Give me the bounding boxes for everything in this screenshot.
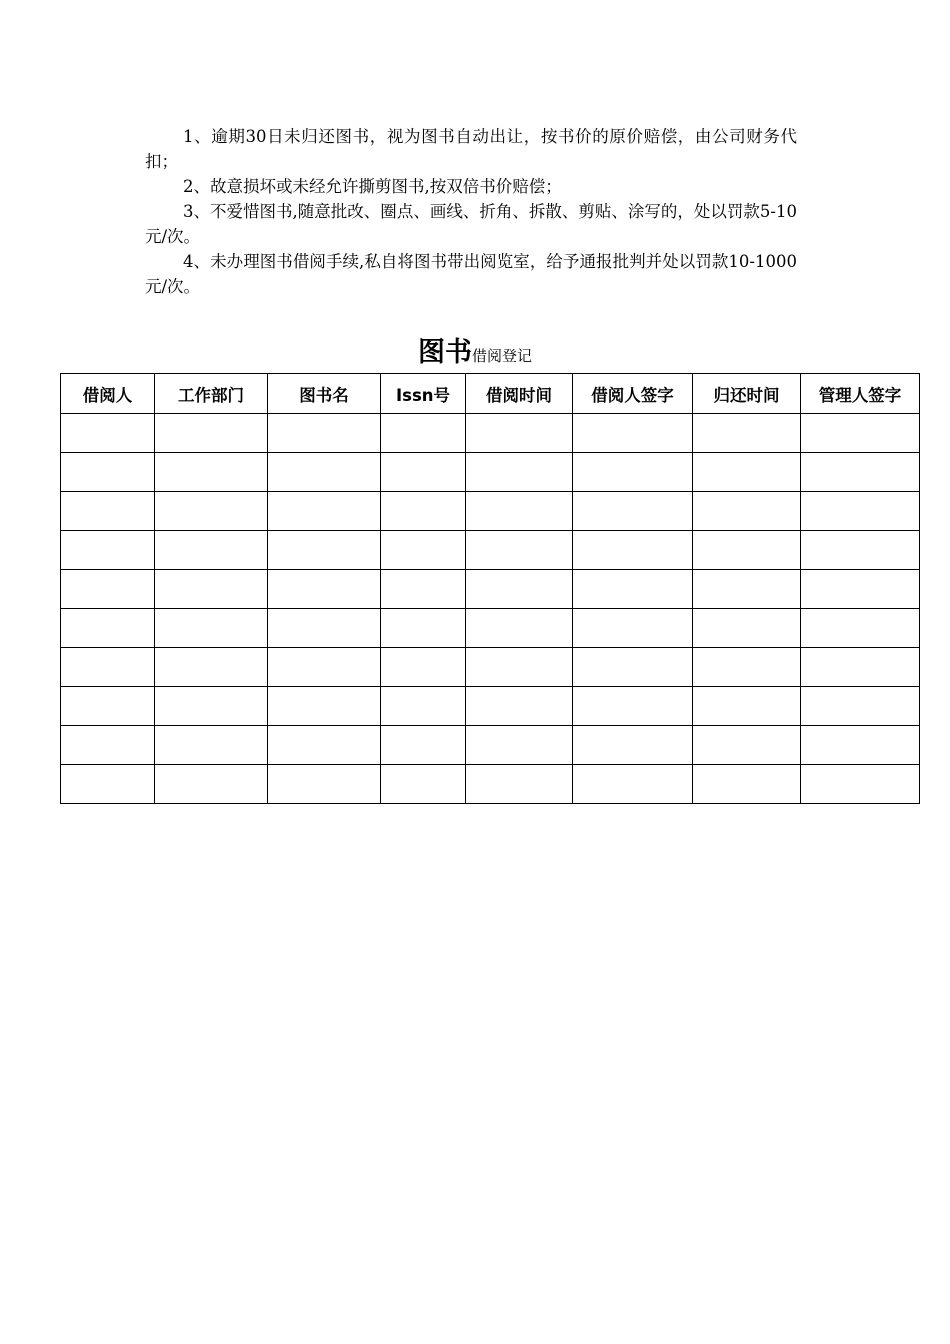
table-cell[interactable]: [155, 726, 268, 765]
table-cell[interactable]: [801, 648, 920, 687]
column-header-book-name: 图书名: [268, 374, 381, 414]
table-cell[interactable]: [381, 726, 466, 765]
table-row: [61, 531, 920, 570]
table-cell[interactable]: [268, 414, 381, 453]
table-cell[interactable]: [573, 414, 693, 453]
table-cell[interactable]: [61, 765, 155, 804]
table-cell[interactable]: [466, 609, 573, 648]
table-row: [61, 453, 920, 492]
table-cell[interactable]: [381, 414, 466, 453]
table-cell[interactable]: [381, 453, 466, 492]
table-row: [61, 570, 920, 609]
table-row: [61, 492, 920, 531]
rule-3: 3、不爱惜图书,随意批改、圈点、画线、折角、拆散、剪贴、涂写的，处以罚款5-10元/次。: [145, 202, 797, 246]
table-cell[interactable]: [573, 765, 693, 804]
page-title: [0, 330, 950, 369]
table-cell[interactable]: [693, 453, 801, 492]
table-cell[interactable]: [693, 609, 801, 648]
table-cell[interactable]: [61, 453, 155, 492]
table-cell[interactable]: [61, 531, 155, 570]
table-cell[interactable]: [573, 453, 693, 492]
table-cell[interactable]: [801, 765, 920, 804]
table-cell[interactable]: [801, 492, 920, 531]
table-cell[interactable]: [466, 531, 573, 570]
table-cell[interactable]: [61, 687, 155, 726]
table-cell[interactable]: [693, 726, 801, 765]
title-sub: 借阅登记: [471, 347, 532, 365]
table-row: [61, 726, 920, 765]
table-cell[interactable]: [268, 609, 381, 648]
table-cell[interactable]: [381, 492, 466, 531]
table-cell[interactable]: [466, 648, 573, 687]
table-cell[interactable]: [155, 570, 268, 609]
table-cell[interactable]: [381, 687, 466, 726]
table-cell[interactable]: [61, 570, 155, 609]
table-row: [61, 414, 920, 453]
table-cell[interactable]: [573, 609, 693, 648]
table-cell[interactable]: [466, 726, 573, 765]
column-header-department: 工作部门: [155, 374, 268, 414]
table-row: [61, 765, 920, 804]
table-cell[interactable]: [155, 648, 268, 687]
table-cell[interactable]: [61, 726, 155, 765]
table-cell[interactable]: [155, 453, 268, 492]
table-row: [61, 609, 920, 648]
table-cell[interactable]: [466, 687, 573, 726]
table-cell[interactable]: [381, 570, 466, 609]
table-row: [61, 687, 920, 726]
column-header-borrower: 借阅人: [61, 374, 155, 414]
table-cell[interactable]: [693, 492, 801, 531]
table-cell[interactable]: [693, 648, 801, 687]
table-cell[interactable]: [268, 492, 381, 531]
column-header-borrow-time: 借阅时间: [466, 374, 573, 414]
borrowing-register-table: [60, 373, 920, 804]
table-cell[interactable]: [268, 648, 381, 687]
table-cell[interactable]: [573, 648, 693, 687]
table-cell[interactable]: [155, 687, 268, 726]
table-cell[interactable]: [268, 726, 381, 765]
table-cell[interactable]: [801, 726, 920, 765]
table-cell[interactable]: [61, 609, 155, 648]
table-cell[interactable]: [693, 765, 801, 804]
table-cell[interactable]: [155, 492, 268, 531]
column-header-borrower-signature: 借阅人签字: [573, 374, 693, 414]
table-cell[interactable]: [801, 414, 920, 453]
table-cell[interactable]: [466, 492, 573, 531]
table-cell[interactable]: [268, 765, 381, 804]
table-cell[interactable]: [268, 531, 381, 570]
rule-1: 1、逾期30日未归还图书，视为图书自动出让，按书价的原价赔偿，由公司财务代扣；: [145, 127, 797, 171]
column-header-return-time: 归还时间: [693, 374, 801, 414]
table-cell[interactable]: [466, 570, 573, 609]
table-cell[interactable]: [155, 765, 268, 804]
table-cell[interactable]: [801, 570, 920, 609]
table-cell[interactable]: [61, 648, 155, 687]
table-cell[interactable]: [573, 687, 693, 726]
table-cell[interactable]: [155, 531, 268, 570]
title-main: 图书: [417, 337, 472, 368]
borrowing-rules: [145, 124, 797, 299]
rule-2: 2、故意损坏或未经允许撕剪图书,按双倍书价赔偿；: [183, 177, 562, 196]
table-cell[interactable]: [466, 453, 573, 492]
table-cell[interactable]: [155, 609, 268, 648]
table-cell[interactable]: [573, 726, 693, 765]
table-cell[interactable]: [381, 648, 466, 687]
table-cell[interactable]: [801, 687, 920, 726]
table-cell[interactable]: [573, 492, 693, 531]
rule-4: 4、未办理图书借阅手续,私自将图书带出阅览室，给予通报批判并处以罚款10-1000元/次。: [145, 252, 797, 296]
table-header-row: [61, 374, 920, 414]
table-cell[interactable]: [381, 531, 466, 570]
table-cell[interactable]: [573, 570, 693, 609]
table-cell[interactable]: [693, 687, 801, 726]
table-cell[interactable]: [801, 531, 920, 570]
table-cell[interactable]: [268, 453, 381, 492]
table-cell[interactable]: [268, 687, 381, 726]
table-cell[interactable]: [573, 531, 693, 570]
table-row: [61, 648, 920, 687]
table-cell[interactable]: [155, 414, 268, 453]
table-cell[interactable]: [801, 453, 920, 492]
table-body: [61, 414, 920, 804]
table-cell[interactable]: [268, 570, 381, 609]
table-cell[interactable]: [693, 570, 801, 609]
table-cell[interactable]: [693, 414, 801, 453]
table-cell[interactable]: [693, 531, 801, 570]
table-cell[interactable]: [466, 765, 573, 804]
table-cell[interactable]: [61, 414, 155, 453]
table-cell[interactable]: [381, 765, 466, 804]
table-cell[interactable]: [801, 609, 920, 648]
table-cell[interactable]: [61, 492, 155, 531]
column-header-manager-signature: 管理人签字: [801, 374, 920, 414]
table-cell[interactable]: [381, 609, 466, 648]
table-cell[interactable]: [466, 414, 573, 453]
column-header-issn: Issn号: [381, 374, 466, 414]
